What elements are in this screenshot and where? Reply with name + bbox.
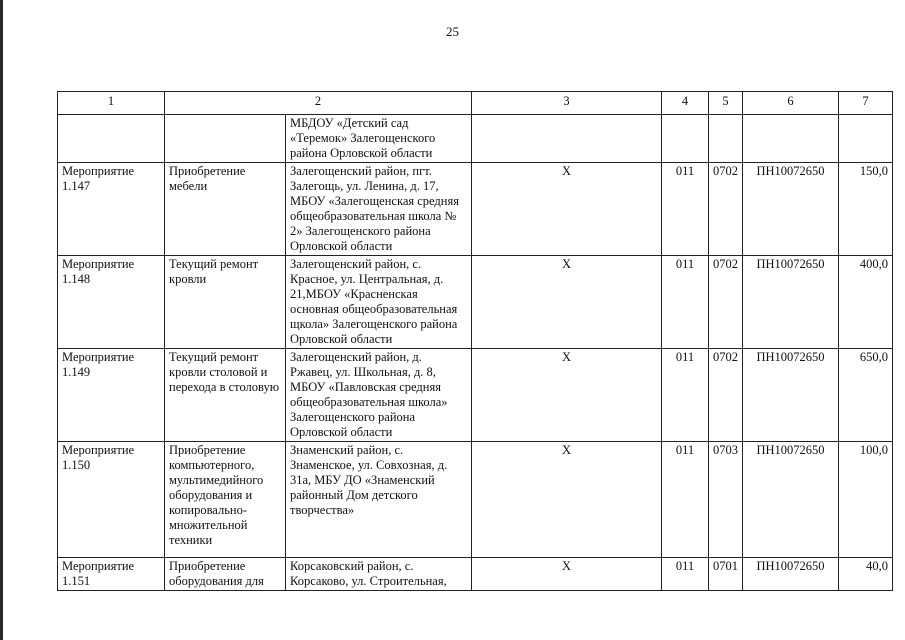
- col4-cell: 011: [662, 163, 709, 256]
- table-row: [58, 349, 893, 442]
- table-row: [58, 256, 893, 349]
- address-cell: Знаменский район, с. Знаменское, ул. Совхозная, д. 31а, МБУ ДО «Знаменский районный Дом детского творчества»: [286, 442, 472, 558]
- column-header: 1: [58, 92, 165, 115]
- table-row: [58, 115, 893, 163]
- col3-cell: [472, 115, 662, 163]
- col6-cell: ПН10072650: [743, 256, 839, 349]
- col3-cell: Х: [472, 256, 662, 349]
- address-cell: Залегощенский район, д. Ржавец, ул. Школьная, д. 8, МБОУ «Павловская средняя общеобразовательная школа» Залегощенского района Орловской области: [286, 349, 472, 442]
- name-cell: Приобретение мебели: [165, 163, 286, 256]
- col4-cell: 011: [662, 256, 709, 349]
- col3-cell: Х: [472, 558, 662, 591]
- col6-cell: ПН10072650: [743, 163, 839, 256]
- activity-cell: Мероприятие 1.148: [58, 256, 165, 349]
- table-header-row: [58, 92, 893, 115]
- address-cell: МБДОУ «Детский сад «Теремок» Залегощенского района Орловской области: [286, 115, 472, 163]
- col6-cell: ПН10072650: [743, 558, 839, 591]
- col5-cell: [709, 115, 743, 163]
- col7-cell: 650,0: [839, 349, 893, 442]
- col5-cell: 0702: [709, 349, 743, 442]
- name-cell: Текущий ремонт кровли столовой и перехода в столовую: [165, 349, 286, 442]
- col5-cell: 0702: [709, 163, 743, 256]
- col5-cell: 0702: [709, 256, 743, 349]
- col4-cell: [662, 115, 709, 163]
- col5-cell: 0703: [709, 442, 743, 558]
- address-cell: Корсаковский район, с. Корсаково, ул. Строительная,: [286, 558, 472, 591]
- col7-cell: 40,0: [839, 558, 893, 591]
- column-header: 2: [165, 92, 472, 115]
- col6-cell: ПН10072650: [743, 349, 839, 442]
- table-row: [58, 163, 893, 256]
- column-header: 6: [743, 92, 839, 115]
- column-header: 4: [662, 92, 709, 115]
- col4-cell: 011: [662, 558, 709, 591]
- page-number: 25: [446, 24, 459, 39]
- col7-cell: 100,0: [839, 442, 893, 558]
- col4-cell: 011: [662, 442, 709, 558]
- col3-cell: Х: [472, 163, 662, 256]
- col7-cell: 400,0: [839, 256, 893, 349]
- activity-cell: [58, 115, 165, 163]
- col6-cell: ПН10072650: [743, 442, 839, 558]
- activity-cell: Мероприятие 1.150: [58, 442, 165, 558]
- column-header: 3: [472, 92, 662, 115]
- col7-cell: 150,0: [839, 163, 893, 256]
- table-row: [58, 442, 893, 558]
- name-cell: Приобретение оборудования для: [165, 558, 286, 591]
- budget-table: [57, 91, 893, 591]
- column-header: 7: [839, 92, 893, 115]
- activity-cell: Мероприятие 1.147: [58, 163, 165, 256]
- name-cell: [165, 115, 286, 163]
- table-row: [58, 558, 893, 591]
- activity-cell: Мероприятие 1.149: [58, 349, 165, 442]
- col3-cell: Х: [472, 349, 662, 442]
- column-header: 5: [709, 92, 743, 115]
- col3-cell: Х: [472, 442, 662, 558]
- address-cell: Залегощенский район, пгт. Залегощь, ул. Ленина, д. 17, МБОУ «Залегощенская средняя общеобразовательная школа № 2» Залегощенского района Орловской области: [286, 163, 472, 256]
- col6-cell: [743, 115, 839, 163]
- name-cell: Приобретение компьютерного, мультимедийного оборудования и копировально-множительной техники: [165, 442, 286, 558]
- page-left-edge: [0, 0, 3, 640]
- name-cell: Текущий ремонт кровли: [165, 256, 286, 349]
- col4-cell: 011: [662, 349, 709, 442]
- address-cell: Залегощенский район, с. Красное, ул. Центральная, д. 21,МБОУ «Красненская основная общеобразовательная щкола» Залегощенского района Орловской области: [286, 256, 472, 349]
- activity-cell: Мероприятие 1.151: [58, 558, 165, 591]
- col7-cell: [839, 115, 893, 163]
- col5-cell: 0701: [709, 558, 743, 591]
